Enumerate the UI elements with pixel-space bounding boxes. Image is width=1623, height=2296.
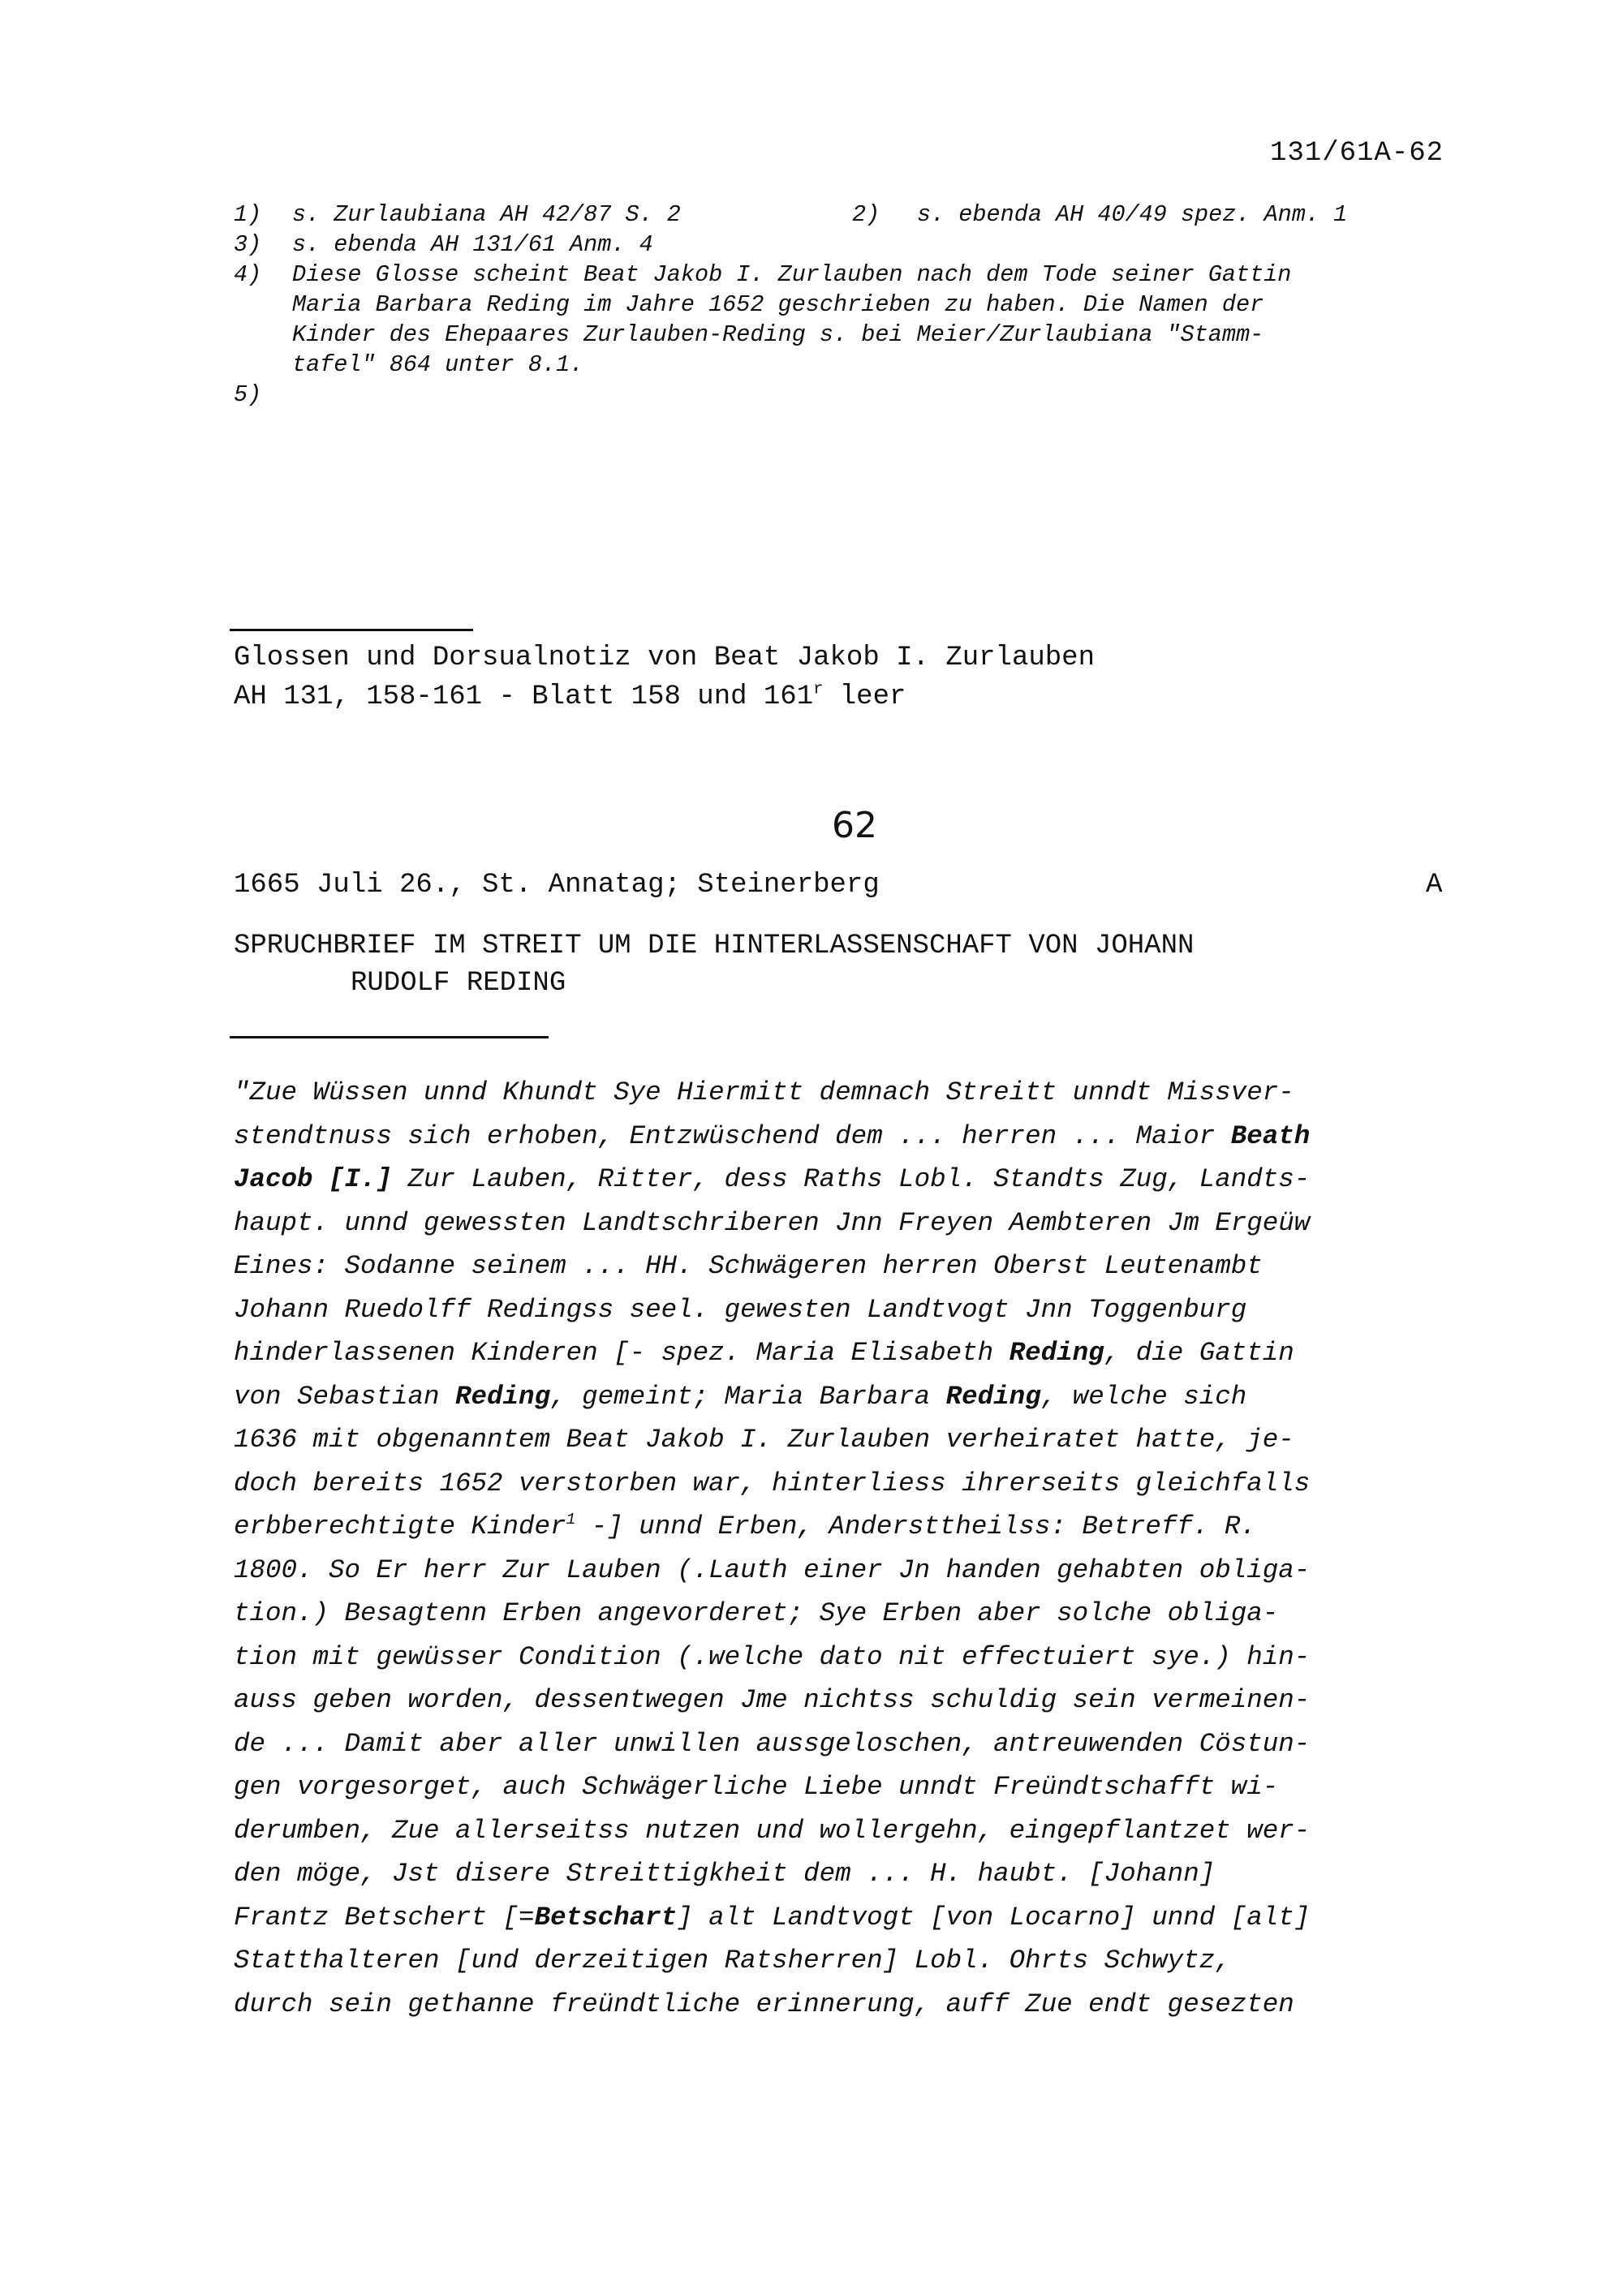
footnote-text-line: Diese Glosse scheint Beat Jakob I. Zurlauben nach dem Tode seiner Gattin: [292, 261, 1292, 288]
emphasis: Betschart: [534, 1902, 678, 1933]
footnote-text: s. ebenda AH 40/49 spez. Anm. 1: [917, 201, 1348, 228]
footnote-2: [852, 200, 1347, 230]
footnote-text-line: Kinder des Ehepaares Zurlauben-Reding s. bei Meier/Zurlaubiana "Stamm-: [292, 321, 1264, 348]
footnote-3: [234, 230, 653, 260]
document-type-letter: A: [1426, 870, 1443, 901]
footnote-number: 2): [852, 201, 880, 228]
footnote-text: s. Zurlaubiana AH 42/87 S. 2: [292, 201, 681, 228]
emphasis: Reding: [945, 1381, 1041, 1412]
superscript: r: [813, 680, 824, 699]
document-title-line2: RUDOLF REDING: [351, 968, 566, 999]
footnote-4: [234, 260, 1291, 380]
document-title-line1: SPRUCHBRIEF IM STREIT UM DIE HINTERLASSENSCHAFT VON JOHANN: [234, 931, 1195, 961]
emphasis: Beath: [1230, 1120, 1311, 1151]
footnote-number: 4): [234, 261, 262, 288]
section-divider: [230, 629, 473, 631]
emphasis: Reding: [455, 1381, 551, 1412]
footnote-1: [234, 200, 681, 230]
footnote-text-line: Maria Barbara Reding im Jahre 1652 geschrieben zu haben. Die Namen der: [292, 291, 1264, 318]
footnote-text: s. ebenda AH 131/61 Anm. 4: [292, 231, 653, 258]
emphasis: Reding: [1009, 1338, 1104, 1368]
source-note-line2: AH 131, 158-161 - Blatt 158 und 161$^r$ leer: [234, 680, 906, 712]
footnote-number: 1): [234, 201, 262, 228]
transcription-text: "Zue Wüssen unnd Khundt Sye Hiermitt demnach Streitt unndt Missver- stendtnuss sich erhoben, Entzwüschend dem ... herren ... Maior Beath Jacob [I.] Zur Lauben, Ritter, dess Raths Lobl. Standts Zug, Landts- haupt. unnd gewessten Landtschriberen Jnn Freyen Aembteren Jm Ergeüw Eines: Sodanne seinem ... HH. Schwägeren herren Oberst Leutenambt Johann Ruedolff Redingss seel. gewesten Landtvogt Jnn Toggenburg hinderlassenen Kinderen [- spez. Maria Elisabeth Reding, die Gattin von Sebastian Reding, gemeint; Maria Barbara Reding, welche sich 1636 mit obgenanntem Beat Jakob I. Zurlauben verheiratet hatte, je- doch bereits 1652 verstorben war, hinterliess ihrerseits gleichfalls erbberechtigte Kinder$^1$ -] unnd Erben, Andersttheilss: Betreff. R. 1800. So Er herr Zur Lauben (.Lauth einer Jn handen gehabten obliga- tion.) Besagtenn Erben angevorderet; Sye Erben aber solche obliga- tion mit gewüsser Condition (.welche dato nit effectuiert sye.) hin- auss geben worden, dessentwegen Jme nichtss schuldig sein vermeinen- de ... Damit aber aller unwillen aussgeloschen, antreuwenden Cöstun- gen vorgesorget, auch Schwägerliche Liebe unndt Freündtschafft wi- derumben, Zue allerseitss nutzen und wollergehn, eingepflantzet wer- den möge, Jst disere Streittigkheit dem ... H. haubt. [Johann] Frantz Betschert [=Betschart] alt Landtvogt [von Locarno] unnd [alt] Statthalteren [und derzeitigen Ratsherren] Lobl. Ohrts Schwytz, durch sein gethanne freündtliche erinnerung, auff Zue endt gesezten: [234, 1077, 1311, 2019]
footnote-number: 5): [234, 381, 262, 408]
archive-reference: 131/61A-62: [1270, 138, 1444, 169]
document-number: 62: [832, 805, 877, 846]
footnote-number: 3): [234, 231, 262, 258]
source-note-line1: Glossen und Dorsualnotiz von Beat Jakob I. Zurlauben: [234, 643, 1095, 673]
document-date-place: 1665 Juli 26., St. Annatag; Steinerberg: [234, 870, 880, 901]
emphasis: Jacob [I.]: [234, 1164, 393, 1194]
footnote-5: [234, 380, 292, 410]
footnote-ref: 1: [566, 1511, 576, 1529]
title-divider: [230, 1036, 549, 1038]
footnote-text-line: tafel" 864 unter 8.1.: [292, 351, 584, 378]
